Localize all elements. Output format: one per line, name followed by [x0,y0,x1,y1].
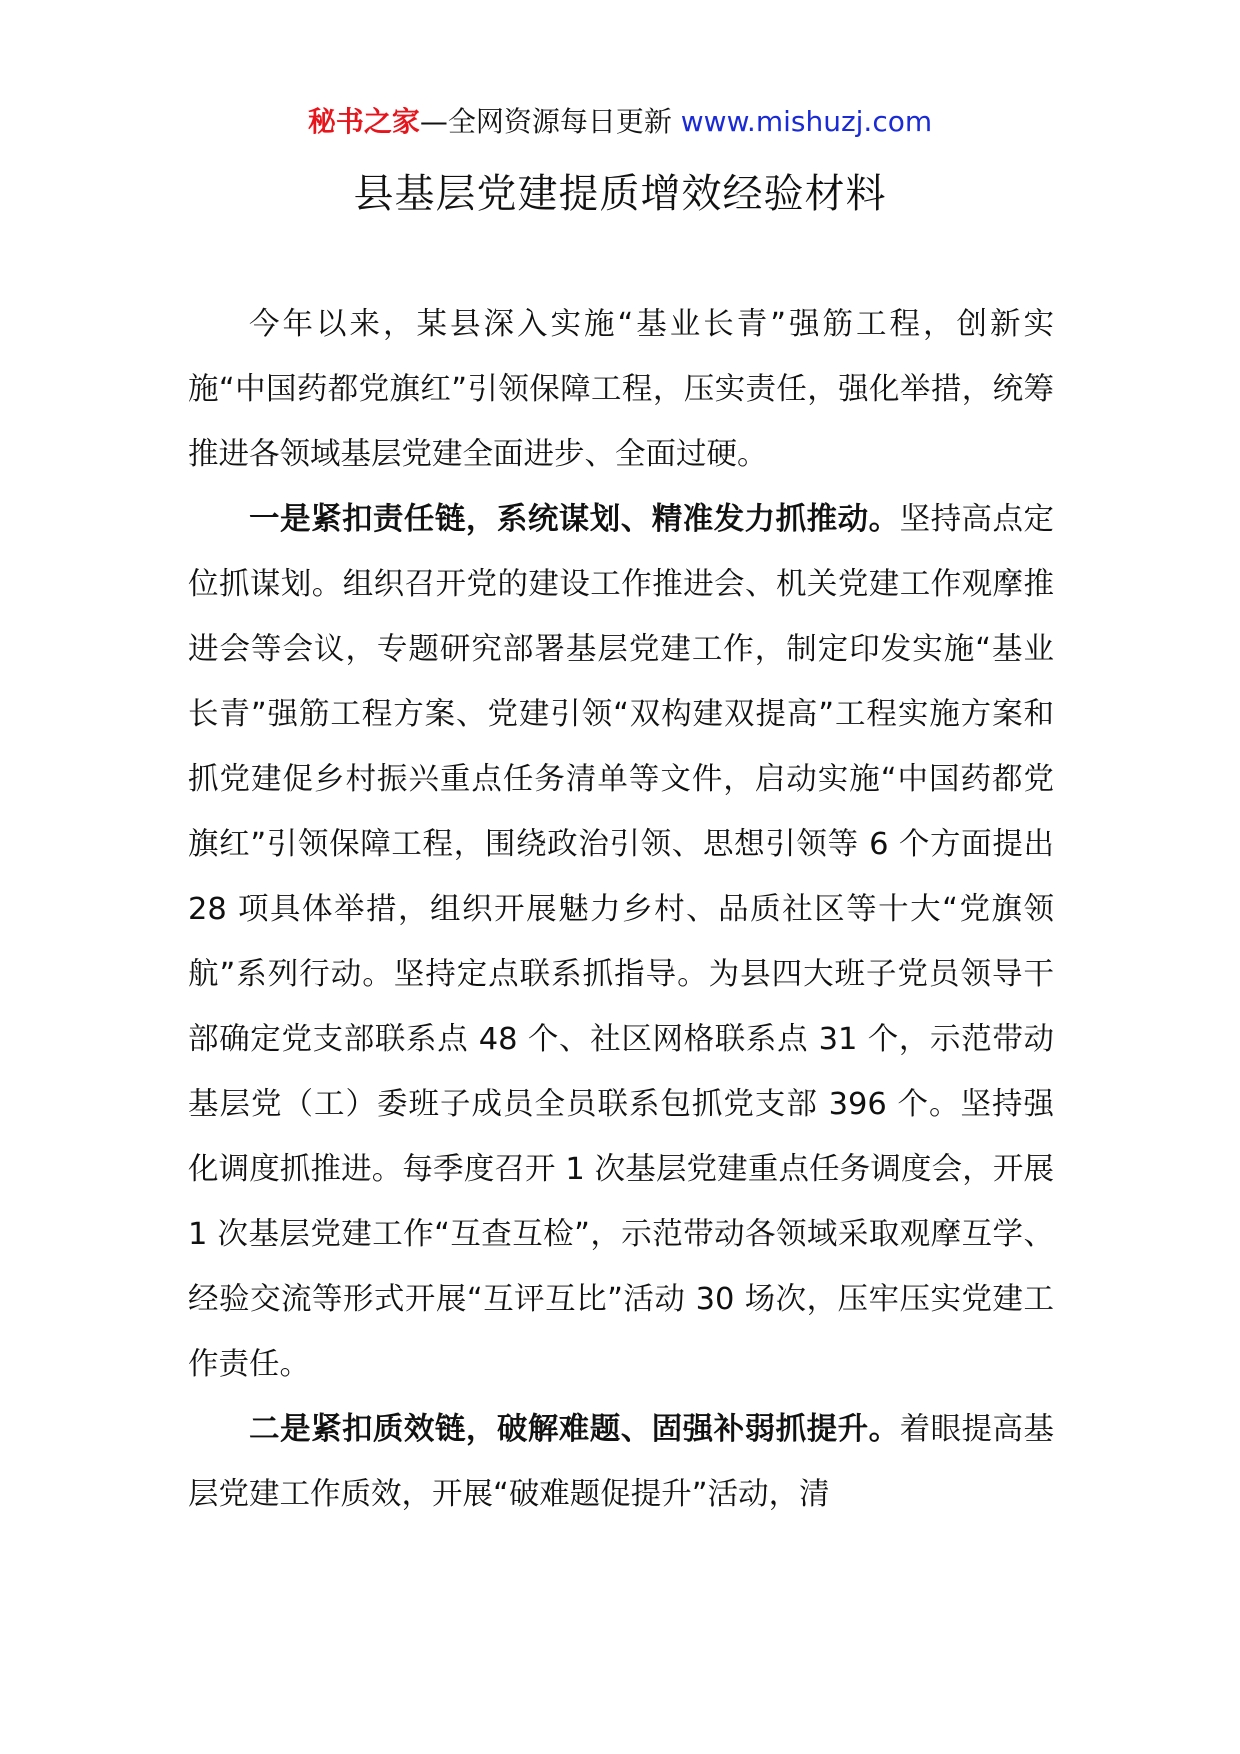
document-title: 县基层党建提质增效经验材料 [353,171,887,217]
paragraph-intro [188,292,1054,487]
paragraph-text: 今年以来，某县深入实施“基业长青”强筋工程，创新实施“中国药都党旗红”引领保障工程，压实责任，强化举措，统筹推进各领域基层党建全面进步、全面过硬。 [188,307,1054,472]
site-brand: 秘书之家 [307,105,420,138]
paragraph-lead: 二是紧扣质效链，破解难题、固强补弱抓提升。 [249,1412,900,1447]
site-tagline: —全网资源每日更新 [419,105,681,138]
paragraph-section-1 [188,487,1054,1397]
site-url-link[interactable]: www.mishuzj.com [680,105,933,138]
site-header [0,100,1240,144]
paragraph-text: 坚持高点定位抓谋划。组织召开党的建设工作推进会、机关党建工作观摩推进会等会议，专题研究部署基层党建工作，制定印发实施“基业长青”强筋工程方案、党建引领“双构建双提高”工程实施方案和抓党建促乡村振兴重点任务清单等文件，启动实施“中国药都党旗红”引领保障工程，围绕政治引领、思想引领等 6 个方面提出 28 项具体举措，组织开展魅力乡村、品质社区等十大“党旗领航”系列行动。坚持定点联系抓指导。为县四大班子党员领导干部确定党支部联系点 48 个、社区网格联系点 31 个，示范带动基层党（工）委班子成员全员联系包抓党支部 396 个。坚持强化调度抓推进。每季度召开 1 次基层党建重点任务调度会，开展 1 次基层党建工作“互查互检”，示范带动各领域采取观摩互学、经验交流等形式开展“互评互比”活动 30 场次，压牢压实党建工作责任。 [188,502,1055,1382]
paragraph-text: 着眼提高基层党建工作质效，开展“破难题促提升”活动，清 [188,1412,1055,1512]
paragraph-lead: 一是紧扣责任链，系统谋划、精准发力抓推动。 [249,502,900,537]
paragraph-section-2 [188,1397,1054,1527]
document-body [188,292,1054,1527]
